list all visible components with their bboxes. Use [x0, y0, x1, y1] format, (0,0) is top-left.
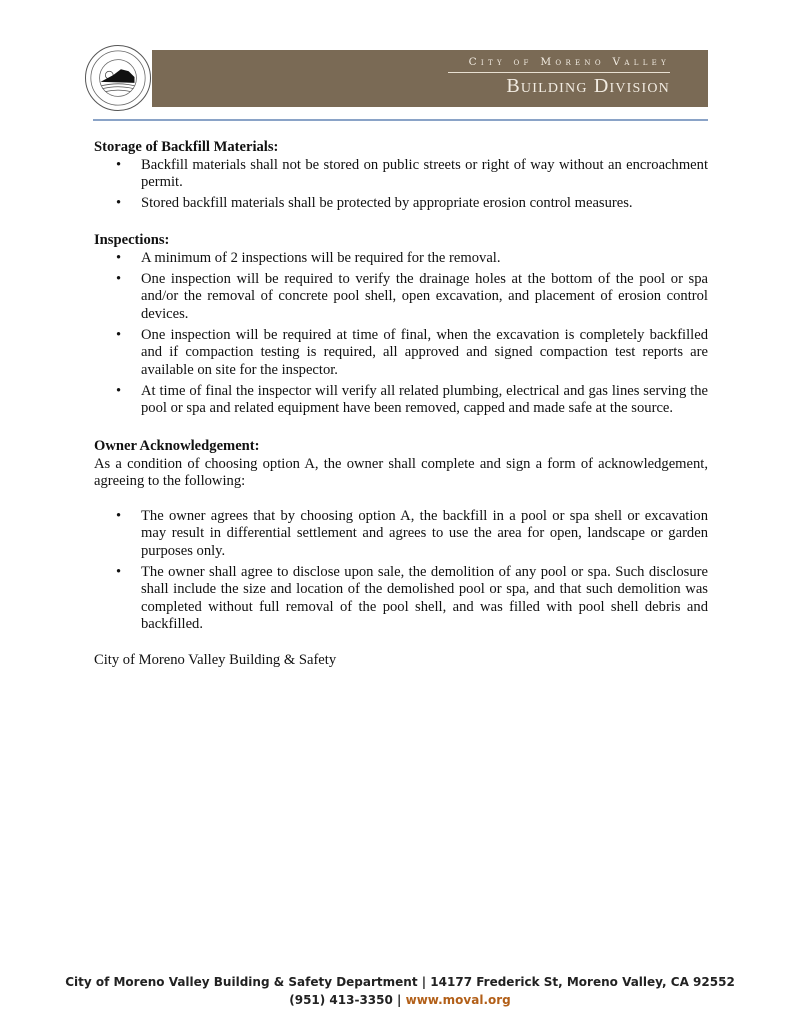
section-heading: Storage of Backfill Materials:: [94, 139, 279, 155]
header-divider: [448, 72, 670, 73]
list-item: • A minimum of 2 inspections will be required for the removal.: [94, 250, 708, 268]
header-city-name: City of Moreno Valley: [468, 56, 670, 68]
header-division-name: Building Division: [506, 75, 670, 97]
header-banner: [152, 50, 708, 107]
section-inspections: [94, 232, 708, 418]
section-owner-acknowledgement: [94, 438, 708, 634]
section-storage: [94, 139, 708, 213]
section-heading: Owner Acknowledgement:: [94, 438, 260, 454]
list-item: • The owner shall agree to disclose upon sale, the demolition of any pool or spa. Such disclosure shall include the size and location of the demolished pool or spa, and that such demolition was completed without full removal of the pool shell, and was filled with pool shell debris and backfilled.: [94, 564, 708, 634]
signoff: City of Moreno Valley Building & Safety: [94, 652, 337, 668]
list-item: • At time of final the inspector will verify all related plumbing, electrical and gas lines serving the pool or spa and related equipment have been removed, capped and made safe at the source.: [94, 383, 708, 418]
section-heading: Inspections:: [94, 232, 170, 248]
list-item: • Stored backfill materials shall be protected by appropriate erosion control measures.: [94, 195, 708, 213]
footer-website-link[interactable]: www.moval.org: [405, 993, 511, 1007]
footer-phone: (951) 413-3350 |: [289, 993, 406, 1007]
list-item: • The owner agrees that by choosing option A, the backfill in a pool or spa shell or excavation may result in differential settlement and agrees to use the area for open, landscape or garden purposes only.: [94, 508, 708, 561]
section-intro: As a condition of choosing option A, the owner shall complete and sign a form of acknowledgement, agreeing to the following:: [94, 455, 708, 489]
footer-address: City of Moreno Valley Building & Safety Department | 14177 Frederick St, Moreno Valley, CA 92552: [65, 975, 735, 989]
city-seal-logo: [85, 45, 151, 111]
list-item: • Backfill materials shall not be stored on public streets or right of way without an encroachment permit.: [94, 157, 708, 192]
footer: [0, 973, 800, 1009]
list-item: • One inspection will be required to verify the drainage holes at the bottom of the pool or spa and/or the removal of concrete pool shell, open excavation, and placement of erosion control devices.: [94, 271, 708, 324]
list-item: • One inspection will be required at time of final, when the excavation is completely backfilled and if compaction testing is required, all approved and signed compaction test reports are available on site for the inspector.: [94, 327, 708, 380]
header-rule: [93, 119, 708, 121]
